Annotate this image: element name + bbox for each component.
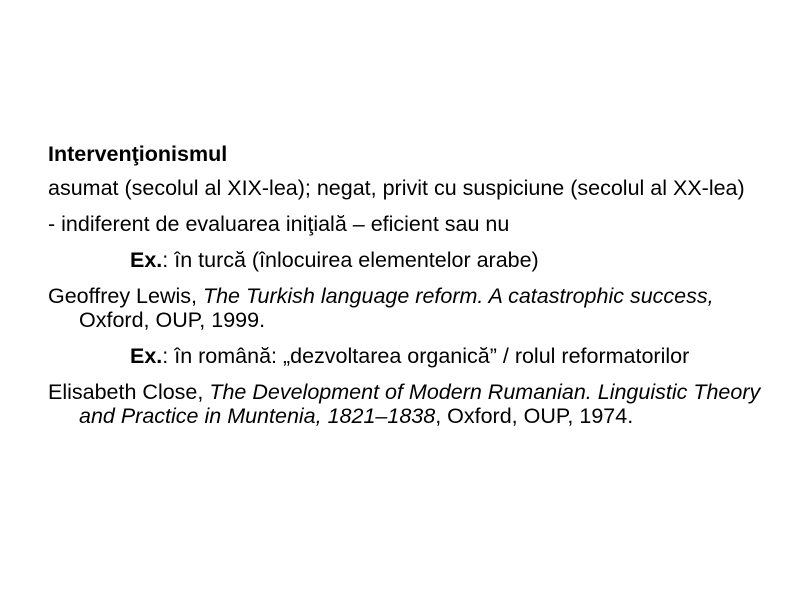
- paragraph-indiferent: - indiferent de evaluarea iniţială – eficient sau nu: [48, 212, 510, 236]
- reference-title: The Turkish language reform. A catastrophic success,: [202, 284, 714, 308]
- example-text: : în turcă (înlocuirea elementelor arabe): [162, 248, 539, 272]
- reference-lewis: [48, 284, 768, 332]
- reference-publisher: , Oxford, OUP, 1974.: [435, 404, 634, 428]
- example-label: Ex.: [130, 248, 163, 272]
- slide-body: [48, 142, 768, 428]
- example-text: : în română: „dezvoltarea organică” / rolul reformatorilor: [162, 344, 690, 368]
- reference-close: [48, 380, 768, 428]
- reference-publisher: Oxford, OUP, 1999.: [79, 308, 266, 332]
- example-romanian: [48, 344, 768, 368]
- example-label: Ex.: [130, 344, 163, 368]
- example-turkish: [48, 248, 768, 272]
- reference-author: Elisabeth Close,: [48, 380, 210, 404]
- paragraph-asumat: asumat (secolul al XIX-lea); negat, privit cu suspiciune (secolul al XX-lea): [48, 176, 745, 200]
- reference-title: The Development of Modern Rumanian. Linguistic Theory and Practice in Muntenia, 1821–1838: [79, 380, 761, 428]
- slide-heading: Intervenţionismul: [48, 142, 228, 166]
- reference-author: Geoffrey Lewis,: [48, 284, 203, 308]
